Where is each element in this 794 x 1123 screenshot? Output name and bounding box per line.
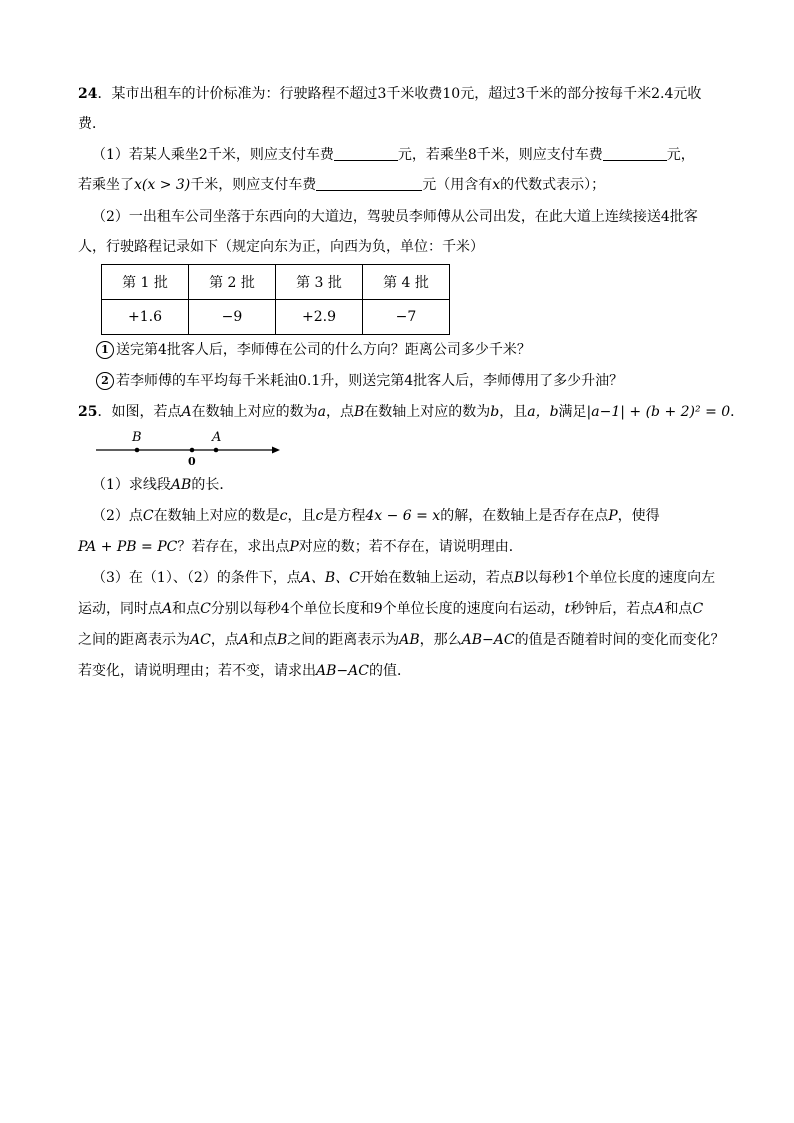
q25-p2-text: 是方程 [323, 508, 366, 524]
table-header-cell: 第 1 批 [102, 265, 189, 300]
q24-p1-text-d: 若乘坐了 [78, 177, 134, 193]
point-b-dot [135, 448, 140, 453]
table-cell: −9 [189, 300, 276, 335]
q25-p3-text: ，那么 [419, 632, 462, 648]
q25-p2-text: ，且 [287, 508, 316, 524]
table-cell: +2.9 [276, 300, 363, 335]
q24-subquestion-1 [96, 341, 531, 359]
q25-var: B [353, 404, 365, 420]
q24-intro-text-2: 费． [78, 116, 106, 132]
q24-sub1-text: 送完第4批客人后，李师傅在公司的什么方向？距离公司多少千米？ [116, 342, 531, 358]
q25-p3-text: 以每秒1个单位长度的速度向左 [524, 570, 716, 586]
origin-dot [190, 448, 195, 453]
q25-p2-text: 在数轴上对应的数是 [153, 508, 280, 524]
q25-p3-var: B [513, 570, 525, 586]
q25-p3-var: A、B、C [300, 570, 360, 586]
q25-p3-text: 若变化，请说明理由；若不变，请求出 [78, 663, 316, 679]
table-row [102, 300, 450, 335]
q25-p3-text: （3）在（1）、（2）的条件下，点 [92, 570, 301, 586]
table-header-cell: 第 3 批 [276, 265, 363, 300]
table-header-cell: 第 4 批 [363, 265, 450, 300]
q24-subquestion-2 [96, 372, 623, 390]
q25-number: 25 [78, 404, 98, 420]
q25-p3-text: 和点 [248, 632, 277, 648]
q25-text: ，且 [499, 404, 528, 420]
q24-intro-line1 [78, 85, 701, 103]
q24-intro-text: ．某市出租车的计价标准为：行驶路程不超过3千米收费10元，超过3千米的部分按每千米2.4元收 [97, 86, 702, 102]
q24-p1-text-a: （1）若某人乘坐2千米，则应支付车费 [92, 147, 334, 163]
zero-label: 0 [188, 455, 196, 468]
q25-p3-var: AB−AC [316, 663, 369, 679]
q25-part3-line1 [92, 569, 715, 587]
q25-text: 满足 [558, 404, 587, 420]
point-a-dot [214, 448, 219, 453]
q24-part1-line1 [92, 146, 695, 164]
q24-p1-expr: x(x > 3) [134, 177, 191, 193]
point-a-label: A [212, 430, 222, 445]
q25-var: b [490, 404, 500, 420]
q25-var: A [181, 404, 192, 420]
q25-p3-var: C [692, 601, 704, 617]
q25-text: ．如图，若点 [97, 404, 182, 420]
q25-text: ，点 [325, 404, 354, 420]
table-header-cell: 第 2 批 [189, 265, 276, 300]
q24-p2-text-2: 人，行驶路程记录如下（规定向东为正，向西为负，单位：千米） [78, 239, 484, 255]
q25-p3-var: A [238, 632, 249, 648]
q25-p3-var: C [200, 601, 211, 617]
q25-p3-text: 之间的距离表示为 [78, 632, 190, 648]
q24-answer-blank-3[interactable] [316, 176, 422, 191]
q25-p1-text: （1）求线段 [92, 477, 171, 493]
q25-p3-var: A [162, 601, 173, 617]
q25-p3-text: 的值． [368, 663, 411, 679]
q25-p2-var: C [142, 508, 154, 524]
q25-p3-var: AC [190, 632, 211, 648]
q25-text: 在数轴上对应的数为 [191, 404, 318, 420]
q25-p3-text: 开始在数轴上运动，若点 [359, 570, 514, 586]
q25-p2-text: 的解，在数轴上是否存在点 [440, 508, 609, 524]
q24-p1-text-e: 千米，则应支付车费 [190, 177, 317, 193]
q25-p3-var: B [276, 632, 288, 648]
q25-p2-text: （2）点 [92, 508, 143, 524]
q25-text: 在数轴上对应的数为 [364, 404, 491, 420]
q25-p3-text: 之间的距离表示为 [287, 632, 400, 648]
q25-condition: |a−1| + (b + 2)² = 0 [586, 404, 731, 420]
q25-p2-equation-2: PA + PB = PC [78, 539, 178, 555]
q25-p3-text: 和点 [664, 601, 693, 617]
trip-record-table [101, 264, 450, 335]
q25-p2-text: ？若存在，求出点 [177, 539, 290, 555]
q24-sub2-text: 若李师傅的车平均每千米耗油0.1升，则送完第4批客人后，李师傅用了多少升油？ [116, 373, 624, 389]
q24-p1-text-c: 元， [666, 147, 695, 163]
q25-part3-line2 [78, 600, 703, 618]
q25-text: ． [730, 404, 745, 420]
q25-p2-var: P [608, 508, 618, 524]
q24-p2-text-1: （2）一出租车公司坐落于东西向的大道边，驾驶员李师傅从公司出发，在此大道上连续接送4批客 [92, 209, 698, 225]
q25-part3-line3 [78, 631, 725, 649]
table-header-row [102, 265, 450, 300]
circled-number-1: 1 [96, 341, 114, 359]
q24-number: 24 [78, 86, 98, 102]
q24-answer-blank-1[interactable] [334, 146, 398, 161]
q25-p3-text: 秒钟后，若点 [570, 601, 655, 617]
q24-p1-text-f: 元（用含有 [422, 177, 493, 193]
q25-p3-text: 运动，同时点 [78, 601, 162, 617]
q25-var: a，b [527, 404, 559, 420]
q24-p1-text-b: 元，若乘坐8千米，则应支付车费 [397, 147, 603, 163]
arrow-right-icon [272, 447, 280, 454]
q25-p2-text: 对应的数；若不存在，请说明理由． [298, 539, 523, 555]
q25-p3-text: ，点 [210, 632, 239, 648]
q25-var: a [317, 404, 326, 420]
q24-intro-line2 [78, 115, 106, 133]
q25-p3-text: 的值是否随着时间的变化而变化？ [514, 632, 725, 648]
table-cell: −7 [363, 300, 450, 335]
q25-part3-line4 [78, 662, 411, 680]
q25-p3-var: AB [399, 632, 420, 648]
q25-p2-var: c [279, 508, 288, 524]
q25-p1-text: 的长． [191, 477, 234, 493]
q25-p3-text: 和点 [172, 601, 201, 617]
q24-p1-text-g: 的代数式表示）； [500, 177, 606, 193]
q25-intro [78, 403, 744, 421]
q25-p3-var: AB−AC [461, 632, 515, 648]
q24-p1-var: x [492, 177, 501, 193]
q25-p2-var: P [289, 539, 299, 555]
q25-part2-line1 [92, 507, 660, 525]
q24-part2-line1 [92, 208, 698, 226]
q25-p2-equation: 4x − 6 = x [365, 508, 441, 524]
q24-answer-blank-2[interactable] [603, 146, 667, 161]
q25-p3-text: 分别以每秒4个单位长度和9个单位长度的速度向右运动， [210, 601, 565, 617]
circled-number-2: 2 [96, 372, 114, 390]
q25-part1 [92, 476, 233, 494]
q24-part2-line2 [78, 238, 484, 256]
q25-p3-var: t [564, 601, 571, 617]
q25-p2-var: c [315, 508, 324, 524]
q25-p2-text: ，使得 [617, 508, 660, 524]
table-cell: +1.6 [102, 300, 189, 335]
q25-p3-var: A [654, 601, 665, 617]
q24-part1-line2 [78, 176, 605, 194]
point-b-label: B [132, 430, 142, 445]
q25-part2-line2 [78, 538, 523, 556]
q25-p1-var: AB [170, 477, 192, 493]
